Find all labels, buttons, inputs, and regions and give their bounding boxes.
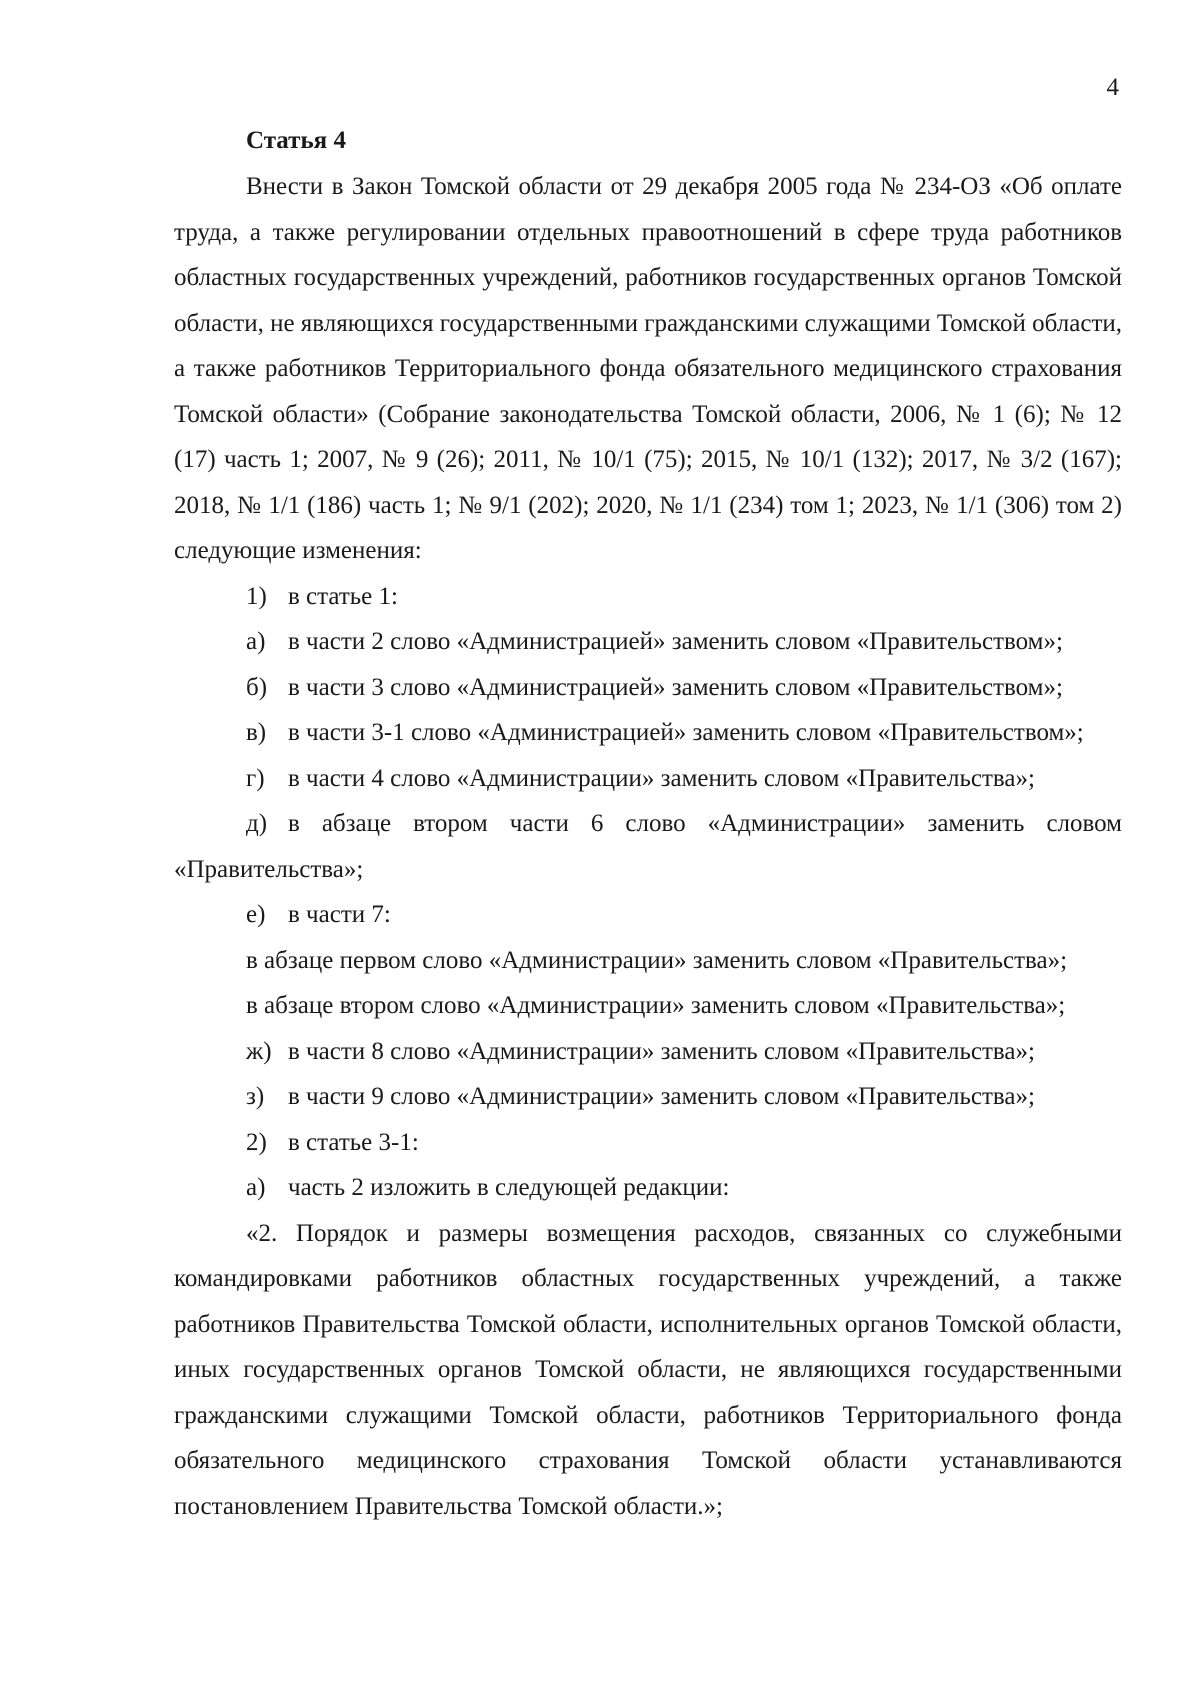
list-item [174, 1165, 1122, 1211]
item-marker: а) [246, 628, 266, 655]
list-item [174, 710, 1122, 756]
item-marker: д) [246, 810, 268, 837]
item-marker: г) [246, 764, 265, 792]
item-marker: 1) [246, 582, 267, 610]
item-marker: е) [246, 901, 266, 928]
list-item [174, 1074, 1122, 1120]
item-text: в части 3-1 слово «Администрацией» заменить словом «Правительством»; [288, 719, 1084, 746]
item-text: в части 9 слово «Администрации» заменить словом «Правительства»; [288, 1083, 1035, 1110]
list-item [174, 1029, 1122, 1075]
item-marker: б) [246, 673, 268, 701]
item-marker: ж) [246, 1037, 272, 1065]
list-item [174, 665, 1122, 711]
list-item [174, 892, 1122, 938]
item-text: в части 3 слово «Администрацией» заменить словом «Правительством»; [288, 673, 1063, 701]
item-marker: в) [246, 719, 267, 746]
article-heading: Статья 4 [246, 127, 346, 154]
quoted-paragraph: «2. Порядок и размеры возмещения расходов, связанных со служебными командировками работников областных государственных учреждений, а также работников Правительства Томской области, исполнительных органов Томской области, иных государственных органов Томской области, не являющихся государственными гражданскими служащими Томской области, работников Территориального фонда обязательного медицинского страхования Томской области устанавливаются постановлением Правительства Томской области.»; [174, 1219, 1122, 1520]
item-text: в части 7: [288, 901, 391, 928]
list-item [174, 1120, 1122, 1166]
list-item [174, 574, 1122, 620]
item-text: часть 2 изложить в следующей редакции: [288, 1174, 730, 1201]
sub-line: в абзаце втором слово «Администрации» заменить словом «Правительства»; [246, 992, 1066, 1019]
item-text: в статье 3-1: [288, 1128, 419, 1156]
item-marker: з) [246, 1083, 265, 1110]
item-marker: 2) [246, 1128, 267, 1156]
page-number: 4 [1106, 74, 1119, 101]
list-item [174, 756, 1122, 802]
list-item [174, 801, 1122, 892]
intro-paragraph: Внести в Закон Томской области от 29 декабря 2005 года № 234-ОЗ «Об оплате труда, а также регулировании отдельных правоотношений в сфере труда работников областных государственных учреждений, работников государственных органов Томской области, не являющихся государственными гражданскими служащими Томской области, а также работников Территориального фонда обязательного медицинского страхования Томской области» (Собрание законодательства Томской области, 2006, № 1 (6); № 12 (17) часть 1; 2007, № 9 (26); 2011, № 10/1 (75); 2015, № 10/1 (132); 2017, № 3/2 (167); 2018, № 1/1 (186) часть 1; № 9/1 (202); 2020, № 1/1 (234) том 1; 2023, № 1/1 (306) том 2) следующие изменения: [174, 173, 1122, 564]
item-text: в статье 1: [288, 582, 398, 610]
list-item [174, 619, 1122, 665]
item-text: в абзаце втором части 6 слово «Администрации» заменить словом «Правительства»; [174, 810, 1122, 883]
document-body [174, 118, 1122, 1529]
item-text: в части 2 слово «Администрацией» заменить словом «Правительством»; [288, 628, 1063, 655]
item-marker: а) [246, 1174, 266, 1201]
sub-line: в абзаце первом слово «Администрации» заменить словом «Правительства»; [246, 946, 1068, 974]
item-text: в части 4 слово «Администрации» заменить словом «Правительства»; [288, 764, 1035, 792]
item-text: в части 8 слово «Администрации» заменить словом «Правительства»; [288, 1037, 1035, 1065]
